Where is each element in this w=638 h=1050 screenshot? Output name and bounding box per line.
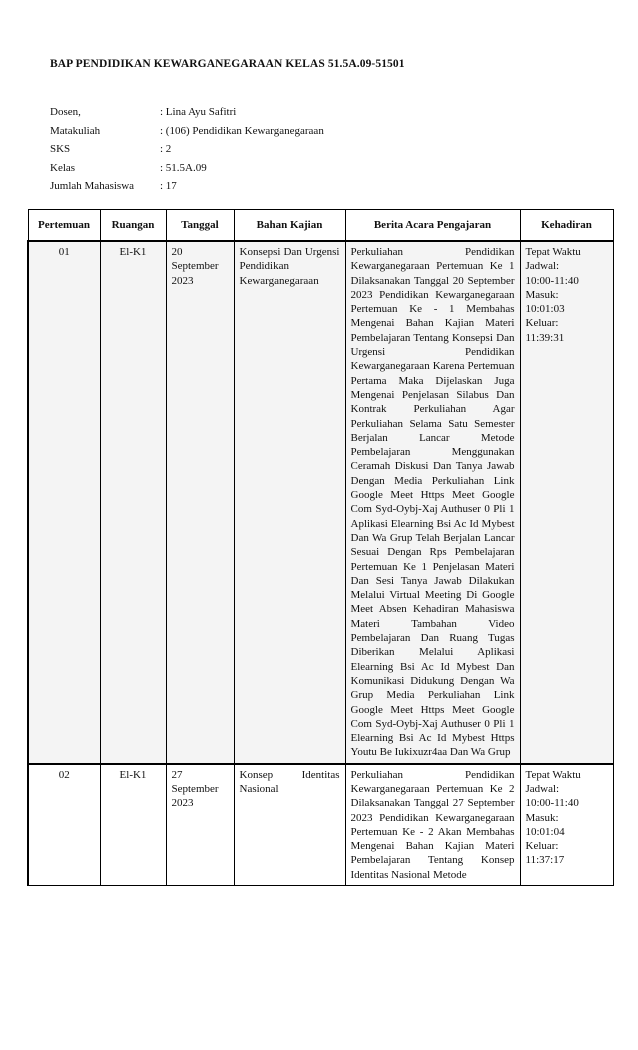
header-ruangan: Ruangan xyxy=(100,210,166,242)
meta-row-matakuliah xyxy=(50,122,324,141)
cell-kehadiran xyxy=(520,241,613,764)
header-bahan-kajian: Bahan Kajian xyxy=(234,210,345,242)
kehadiran-masuk-value: 10:01:03 xyxy=(525,303,565,316)
table-row xyxy=(28,241,613,764)
cell-berita-acara: Perkuliahan Pendidikan Kewarganegaraan Pertemuan Ke 2 Dilaksanakan Tanggal 27 September 2023 Pendidikan Kewarganegaraan Pertemuan Ke - 2 Akan Membahas Mengenai Bahan Kajian Materi Pembelajaran Tentang Konsep Identitas Nasional Metode xyxy=(345,764,520,886)
meta-row-jumlah-mahasiswa xyxy=(50,177,324,196)
cell-bahan-kajian: Konsep Identitas Nasional xyxy=(234,764,345,886)
cell-ruangan: El-K1 xyxy=(100,764,166,886)
meta-row-dosen xyxy=(50,103,324,122)
meta-value: : 17 xyxy=(160,180,177,192)
kehadiran-keluar-value: 11:39:31 xyxy=(525,331,565,344)
cell-tanggal: 20 September 2023 xyxy=(166,241,234,764)
document-title: BAP PENDIDIKAN KEWARGANEGARAAN KELAS 51.5A.09-51501 xyxy=(50,58,405,70)
kehadiran-masuk-value: 10:01:04 xyxy=(525,825,565,838)
cell-kehadiran xyxy=(520,764,613,886)
meta-label: Matakuliah xyxy=(50,124,101,137)
kehadiran-jadwal-label: Jadwal: xyxy=(525,260,560,273)
meta-row-kelas xyxy=(50,159,324,178)
kehadiran-keluar-label: Keluar: xyxy=(525,317,559,330)
cell-ruangan: El-K1 xyxy=(100,241,166,764)
kehadiran-keluar-label: Keluar: xyxy=(525,840,559,853)
meta-row-sks xyxy=(50,140,324,159)
cell-pertemuan: 01 xyxy=(28,241,100,764)
header-pertemuan: Pertemuan xyxy=(28,210,100,242)
cell-berita-acara: Perkuliahan Pendidikan Kewarganegaraan Pertemuan Ke 1 Dilaksanakan Tanggal 20 September 2023 Pendidikan Kewarganegaraan Pertemuan Ke - 1 Membahas Mengenai Bahan Kajian Materi Pembelajaran Tentang Konsepsi Dan Urgensi Pendidikan Kewarganegaraan Karena Pertemuan Pertama Maka Dijelaskan Juga Mengenai Penjelasan Silabus Dan Kontrak Perkuliahan Agar Perkuliahan Selama Satu Semester Berjalan Lancar Metode Pembelajaran Menggunakan Ceramah Diskusi Dan Tanya Jawab Dengan Media Perkuliahan Link Google Meet Https Meet Google Com Syd-Oybj-Xaj Authuser 0 Pli 1 Aplikasi Elearning Bsi Ac Id Mybest Dan Wa Grup Telah Berjalan Lancar Sesuai Dengan Rps Pembelajaran Pertemuan Ke 1 Penjelasan Materi Dan Sesi Tanya Jawab Dilakukan Melalui Virtual Meeting Di Google Meet Absen Kehadiran Mahasiswa Materi Tambahan Video Pembelajaran Dan Ruang Tugas Diberikan Melalui Aplikasi Elearning Bsi Ac Id Mybest Dan Komunikasi Didukung Dengan Wa Grup Media Perkuliahan Link Google Meet Https Meet Google Com Syd-Oybj-Xaj Authuser 0 Pli 1 Elearning Bsi Ac Id Mybest Https Youtu Be Iukixuzr4aa Dan Wa Grup xyxy=(345,241,520,764)
kehadiran-status: Tepat Waktu xyxy=(525,246,581,258)
meta-label: Kelas xyxy=(50,161,76,174)
table-row xyxy=(28,764,613,886)
kehadiran-jadwal-label: Jadwal: xyxy=(525,782,560,795)
cell-bahan-kajian: Konsepsi Dan Urgensi Pendidikan Kewarganegaraan xyxy=(234,241,345,764)
kehadiran-jadwal-value: 10:00-11:40 xyxy=(525,797,579,810)
meta-value: : Lina Ayu Safitri xyxy=(160,106,237,118)
kehadiran-keluar-value: 11:37:17 xyxy=(525,854,565,867)
kehadiran-jadwal-value: 10:00-11:40 xyxy=(525,274,579,287)
header-tanggal: Tanggal xyxy=(166,210,234,242)
cell-tanggal: 27 September 2023 xyxy=(166,764,234,886)
meta-label: Jumlah Mahasiswa xyxy=(50,180,135,192)
course-info xyxy=(50,103,324,196)
meta-value: : 2 xyxy=(160,143,172,155)
header-berita-acara: Berita Acara Pengajaran xyxy=(345,210,520,242)
kehadiran-masuk-label: Masuk: xyxy=(525,811,559,824)
meta-label: SKS xyxy=(50,143,71,155)
meta-value: : (106) Pendidikan Kewarganegaraan xyxy=(160,124,324,137)
meta-value: : 51.5A.09 xyxy=(160,161,207,174)
cell-pertemuan: 02 xyxy=(28,764,100,886)
kehadiran-status: Tepat Waktu xyxy=(525,768,581,781)
bap-table xyxy=(27,209,614,886)
header-kehadiran: Kehadiran xyxy=(520,210,613,242)
table-header-row xyxy=(28,210,613,242)
meta-label: Dosen, xyxy=(50,106,81,118)
kehadiran-masuk-label: Masuk: xyxy=(525,288,559,301)
